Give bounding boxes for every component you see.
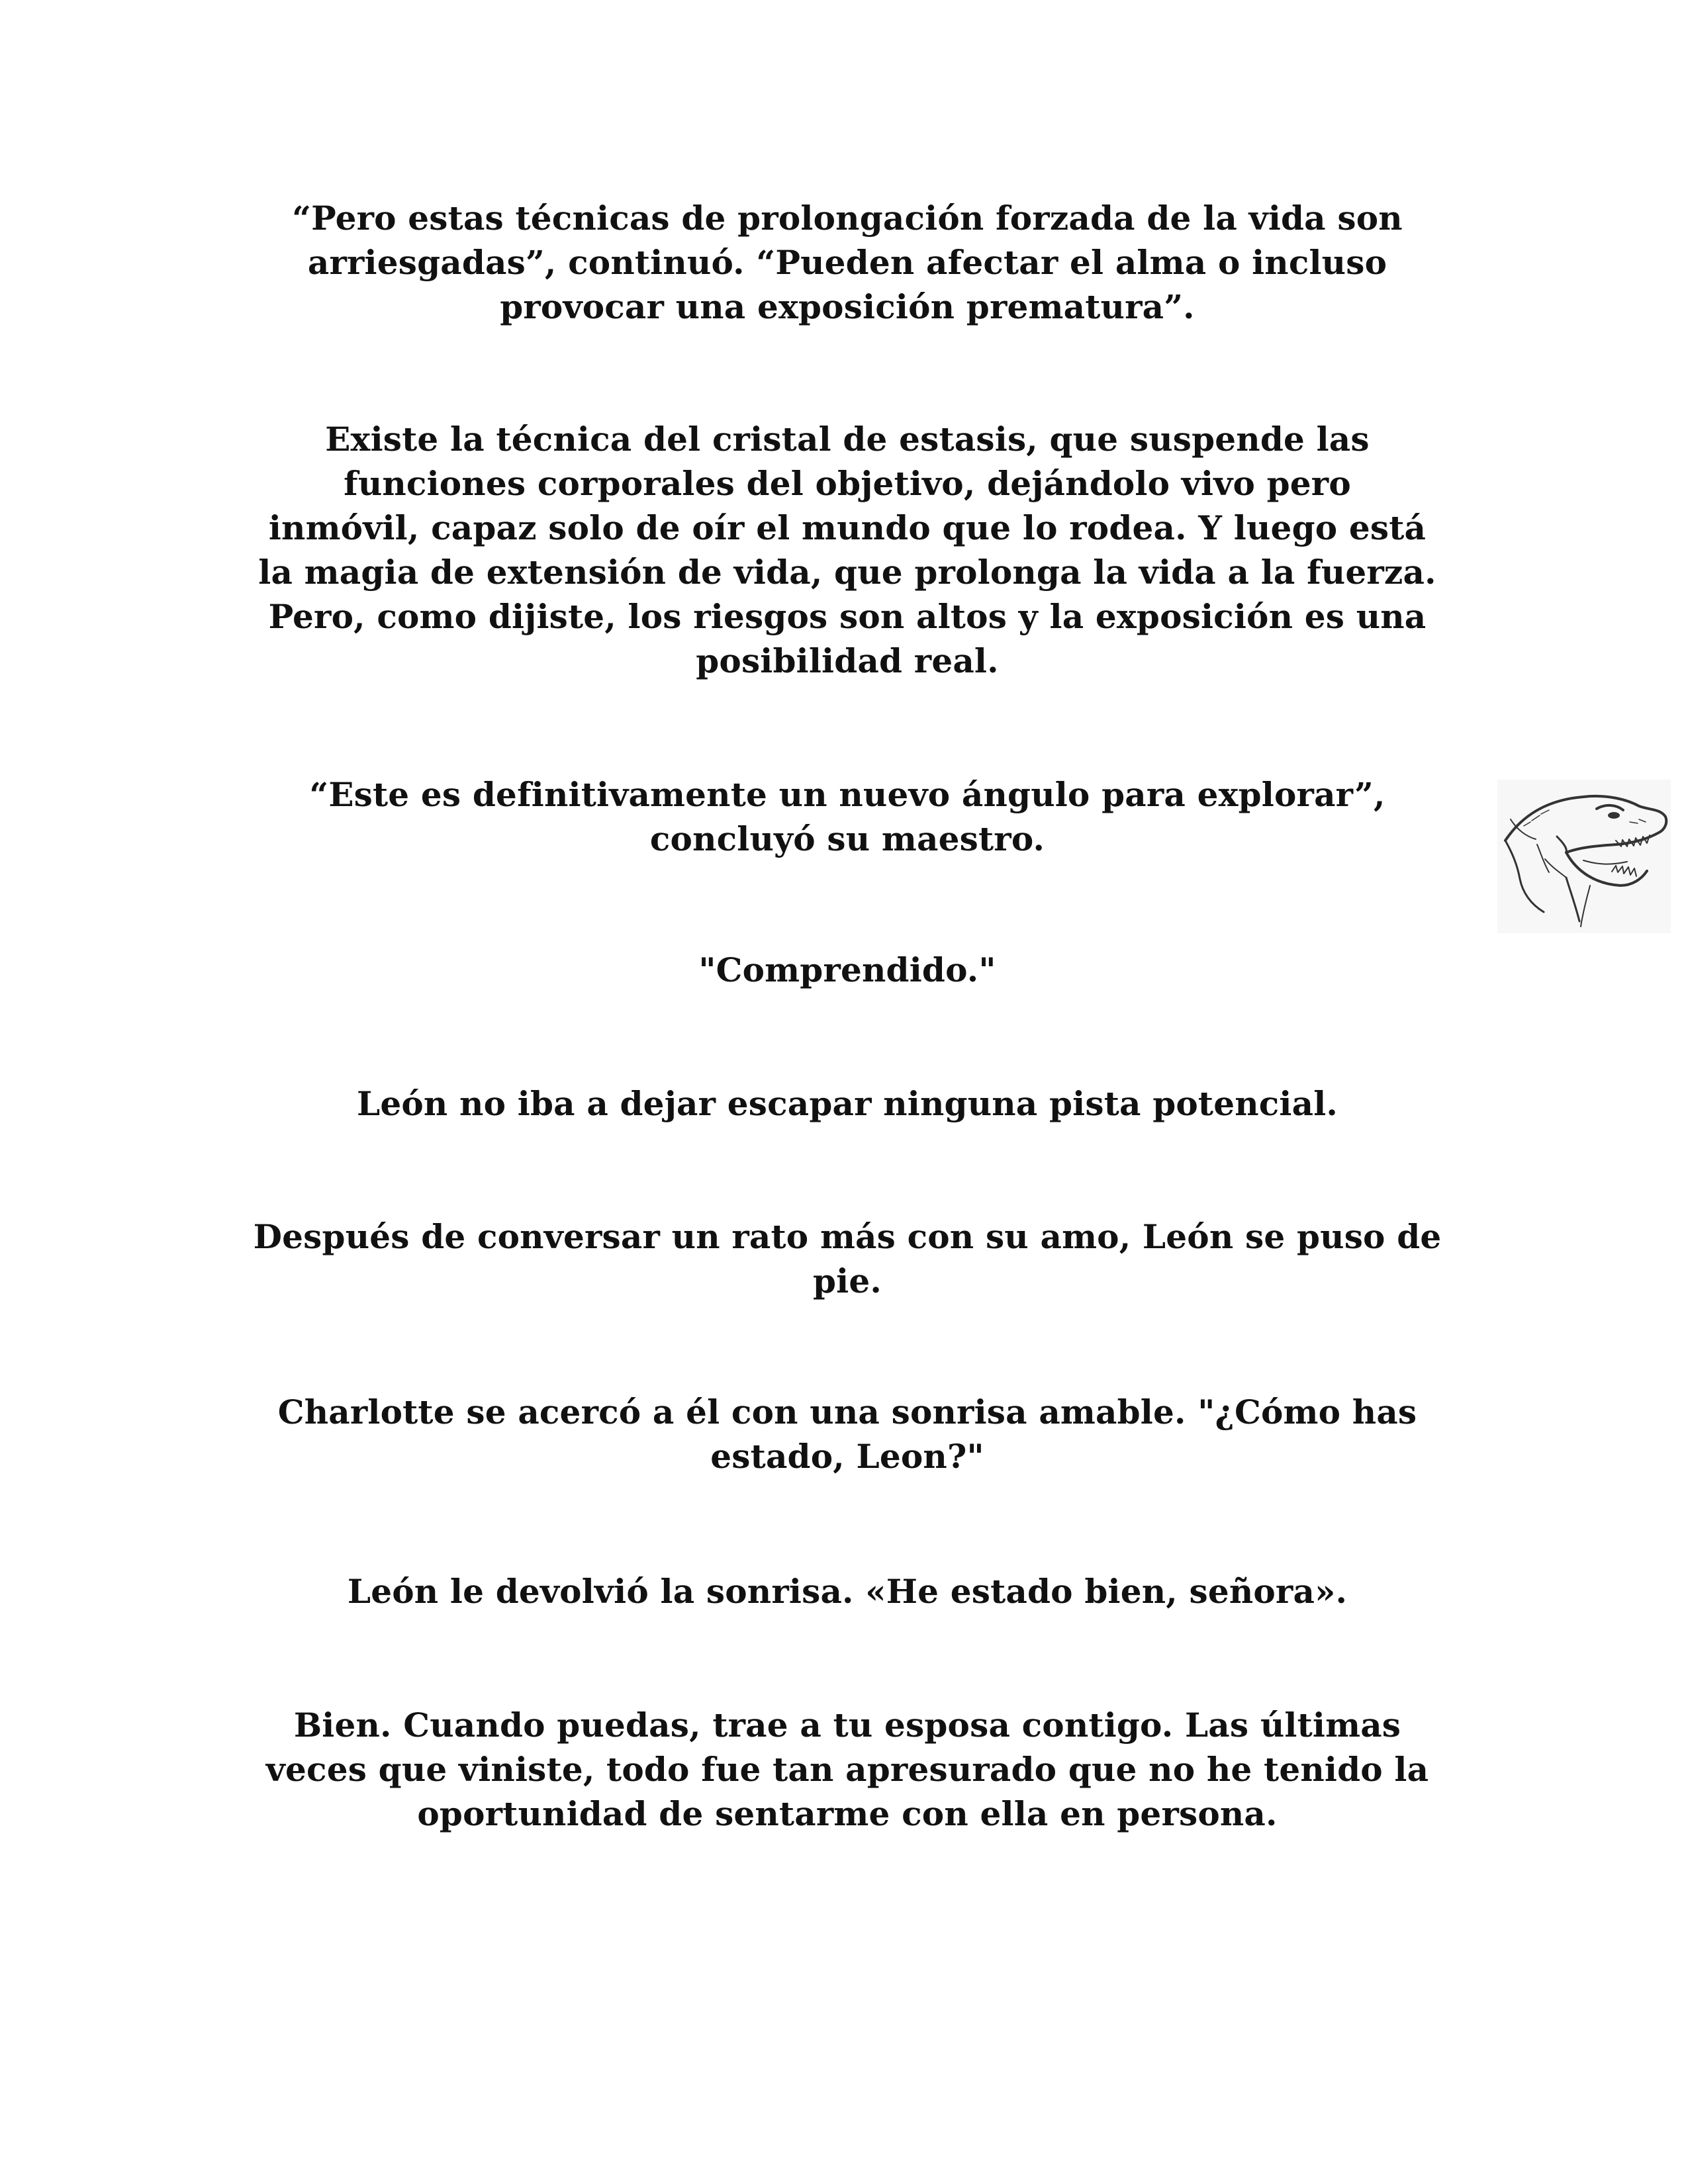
text-line: Bien. Cuando puedas, trae a tu esposa contigo. Las últimas <box>293 1706 1401 1745</box>
text-line: oportunidad de sentarme con ella en persona. <box>417 1794 1278 1833</box>
text-line: inmóvil, capaz solo de oír el mundo que lo rodea. Y luego está <box>268 508 1427 547</box>
text-line: arriesgadas”, continuó. “Pueden afectar el alma o incluso <box>307 243 1387 282</box>
text-line: Charlotte se acercó a él con una sonrisa amable. "¿Cómo has <box>277 1392 1417 1432</box>
dinosaur-head-sketch-icon <box>1497 780 1671 933</box>
text-line: León no iba a dejar escapar ninguna pista potencial. <box>356 1084 1338 1123</box>
paragraph <box>225 1390 1470 1479</box>
paragraph <box>225 196 1470 329</box>
text-line: concluyó su maestro. <box>649 819 1045 858</box>
paragraph <box>225 417 1470 683</box>
paragraph <box>225 1569 1470 1614</box>
text-line: “Pero estas técnicas de prolongación forzada de la vida son <box>292 199 1403 238</box>
text-line: Existe la técnica del cristal de estasis, que suspende las <box>325 420 1370 459</box>
text-line: Después de conversar un rato más con su amo, León se puso de <box>253 1217 1442 1256</box>
text-line: estado, Leon?" <box>710 1437 984 1476</box>
text-line: Pero, como dijiste, los riesgos son altos y la exposición es una <box>268 597 1427 636</box>
text-line: León le devolvió la sonrisa. «He estado bien, señora». <box>347 1572 1348 1611</box>
text-line: "Comprendido." <box>698 950 996 989</box>
paragraph <box>225 772 1470 861</box>
text-line: funciones corporales del objetivo, dejándolo vivo pero <box>344 464 1351 503</box>
paragraph <box>225 948 1470 992</box>
paragraph <box>225 1703 1470 1836</box>
text-line: la magia de extensión de vida, que prolonga la vida a la fuerza. <box>258 553 1436 592</box>
text-line: pie. <box>813 1261 882 1300</box>
text-line: provocar una exposición prematura”. <box>500 287 1195 326</box>
paragraph <box>225 1214 1470 1303</box>
paragraph <box>225 1081 1470 1126</box>
text-line: posibilidad real. <box>696 641 999 680</box>
text-line: veces que viniste, todo fue tan apresurado que no he tenido la <box>265 1750 1429 1789</box>
text-line: “Este es definitivamente un nuevo ángulo para explorar”, <box>309 775 1385 814</box>
